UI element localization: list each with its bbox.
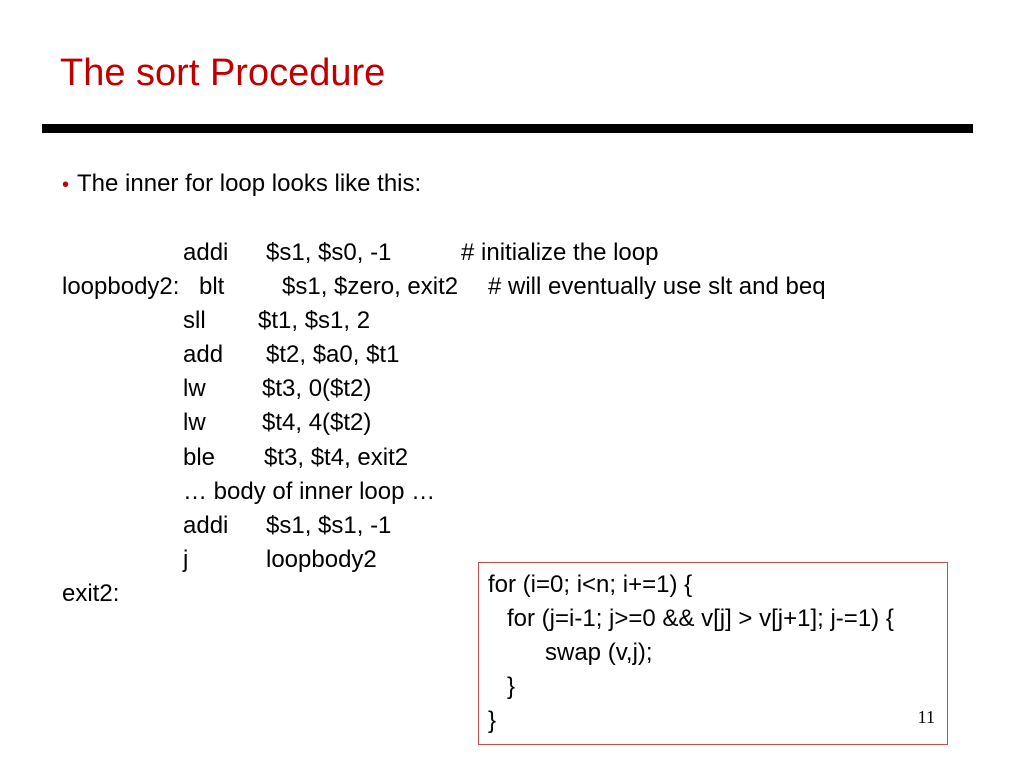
asm-args: $s1, $s0, -1 — [266, 239, 392, 266]
title-divider — [42, 124, 973, 133]
bullet-text: The inner for loop looks like this: — [77, 170, 422, 197]
page-number: 11 — [917, 707, 935, 727]
slide-title: The sort Procedure — [60, 52, 386, 94]
c-code-line: swap (v,j); — [545, 639, 653, 666]
asm-args: $s1, $s1, -1 — [266, 512, 392, 539]
asm-op: ble — [183, 444, 216, 471]
c-code-line: } — [488, 707, 497, 734]
asm-op: addi — [183, 239, 229, 266]
asm-label: loopbody2: — [62, 273, 180, 300]
c-code-line: for (j=i-1; j>=0 && v[j] > v[j+1]; j-=1) { — [507, 605, 894, 632]
c-code-line: for (i=0; i<n; i+=1) { — [488, 571, 693, 598]
asm-args: $s1, $zero, exit2 — [282, 273, 459, 300]
c-code-box — [478, 562, 948, 745]
c-code-line: } — [507, 673, 516, 700]
asm-args: loopbody2 — [266, 546, 377, 573]
asm-op: lw — [183, 409, 206, 436]
asm-args: $t2, $a0, $t1 — [266, 341, 400, 368]
asm-op: lw — [183, 375, 206, 402]
asm-op: j — [183, 546, 189, 573]
asm-op: add — [183, 341, 224, 368]
asm-op: addi — [183, 512, 229, 539]
asm-args: $t1, $s1, 2 — [258, 307, 371, 334]
asm-args: $t3, 0($t2) — [262, 375, 372, 402]
asm-comment: # initialize the loop — [461, 239, 659, 266]
asm-comment: # will eventually use slt and beq — [488, 273, 826, 300]
asm-placeholder: … body of inner loop … — [183, 478, 436, 505]
bullet-item — [62, 170, 421, 198]
asm-args: $t3, $t4, exit2 — [264, 444, 409, 471]
bullet-dot-icon: • — [62, 174, 70, 196]
asm-args: $t4, 4($t2) — [262, 409, 372, 436]
asm-label: exit2: — [62, 580, 120, 607]
asm-op: sll — [183, 307, 206, 334]
asm-op: blt — [199, 273, 225, 300]
